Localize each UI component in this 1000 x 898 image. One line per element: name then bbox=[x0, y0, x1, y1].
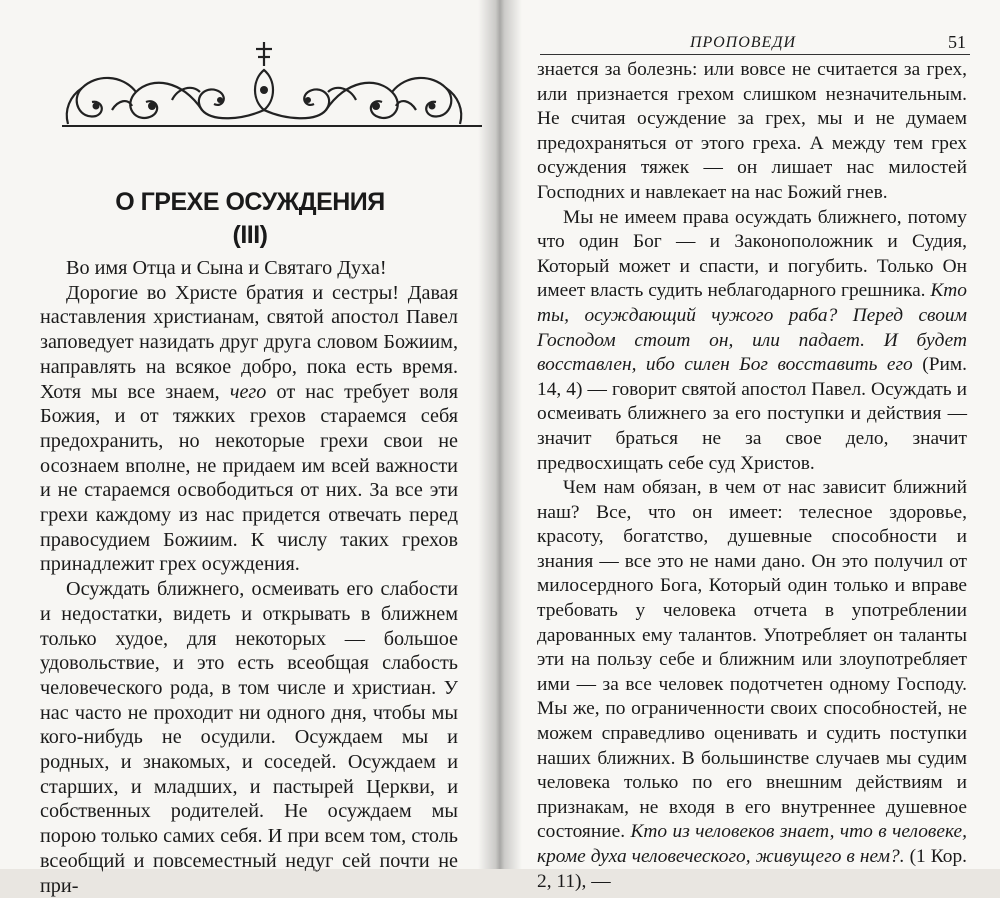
running-header bbox=[540, 32, 970, 56]
right-page-text bbox=[537, 58, 967, 894]
right-page bbox=[500, 0, 1000, 892]
chapter-title: О ГРЕХЕ ОСУЖДЕНИЯ bbox=[115, 188, 385, 216]
paragraph-address bbox=[40, 281, 458, 577]
italic-word: чего bbox=[229, 380, 267, 403]
text-run: (1 Кор. 2, 11), — bbox=[537, 846, 967, 892]
header-rule bbox=[540, 54, 970, 55]
text-run: от нас требует воля Божия, и от тяжких грехов стараемся себя предохранить, но некоторые грехи свои не осознаем вполне, не придаем им всей важности и не стараемся освободиться от них. За все эти грехи каждому из нас придется отвечать перед правосудием Божиим. К числу таких грехов принадлежит грех осуждения. bbox=[40, 380, 458, 576]
left-page bbox=[0, 0, 500, 897]
running-title: ПРОПОВЕДИ bbox=[690, 34, 797, 51]
scripture-quote: Кто из человеков знает, что в человеке, кроме духа человеческого, живущего в нем?. bbox=[537, 821, 967, 867]
paragraph-continuation: знается за болезнь: или вовсе не считается за грех, или признается грехом слишком незначительным. Не считая осуждение за грех, мы и не думаем предохраняться от этого греха. А между тем грех осуждения тяжек — он лишает нас милостей Господних и навлекает на нас Божий гнев. bbox=[537, 59, 967, 203]
text-run: Чем нам обязан, в чем от нас зависит ближний наш? Все, что он имеет: телесное здоровье, красоту, богатство, душевные способности и знания — все это не нами дано. Он это получил от милосердного Бога, Который один только и вправе требовать у человека отчета в употреблении дарованных ему талантов. Употребляет он таланты эти на пользу себе и ближним или злоупотребляет ими — за все человек подотчетен одному Господу. Мы же, по ограниченности своих способностей, не можем справедливо оценивать и судить поступки наших ближних. В большинстве случаев мы судим человека только по его внешним действиям и признакам, не входя в его внутреннее душевное состояние. bbox=[537, 477, 967, 843]
text-run: Дорогие во Христе братия и сестры! Давая наставления христианам, святой апостол Павел заповедует назидать друг друга словом Божиим, направлять на всякое добро, пока есть время. Хотя мы все знаем, bbox=[40, 281, 458, 403]
paragraph-obligation bbox=[537, 476, 967, 894]
left-page-text bbox=[40, 256, 458, 898]
paragraph-judgment bbox=[537, 206, 967, 477]
paragraph-condemnation: Осуждать ближнего, осмеивать его слабости и недостатки, видеть и открывать в ближнем только худое, для некоторых — большое удовольствие, и это есть всеобщая слабость человеческого рода, в том числе и христиан. У нас часто не проходит ни одного дня, чтобы мы кого-нибудь не осудили. Осуждаем мы и родных, и знакомых, и соседей. Осуждаем и старших, и младших, и пастырей Церкви, и собственных родителей. Не осуждаем мы порою только самих себя. И при всем том, столь всеобщий и повсеместный недуг сей почти не при- bbox=[40, 578, 458, 897]
page-number: 51 bbox=[948, 32, 966, 52]
chapter-subtitle-numeral: (III) bbox=[232, 221, 268, 249]
text-run: (Рим. 14, 4) — говорит святой апостол Павел. Осуждать и осмеивать ближнего за его поступки и действия — значит браться не за свое дело, значит предвосхищать себе суд Христов. bbox=[537, 354, 967, 474]
ornamental-headpiece bbox=[52, 40, 492, 140]
scripture-quote: Кто ты, осуждающий чужого раба? Перед своим Господом стоит он, или падает. И будет восставлен, ибо силен Бог восставить его bbox=[537, 280, 967, 376]
text-run: Мы не имеем права осуждать ближнего, потому что один Бог — и Законоположник и Судия, Который может и спасти, и погубить. Только Он имеет власть судить неблагодарного грешника. bbox=[537, 206, 967, 302]
paragraph-invocation: Во имя Отца и Сына и Святаго Духа! bbox=[66, 257, 387, 279]
